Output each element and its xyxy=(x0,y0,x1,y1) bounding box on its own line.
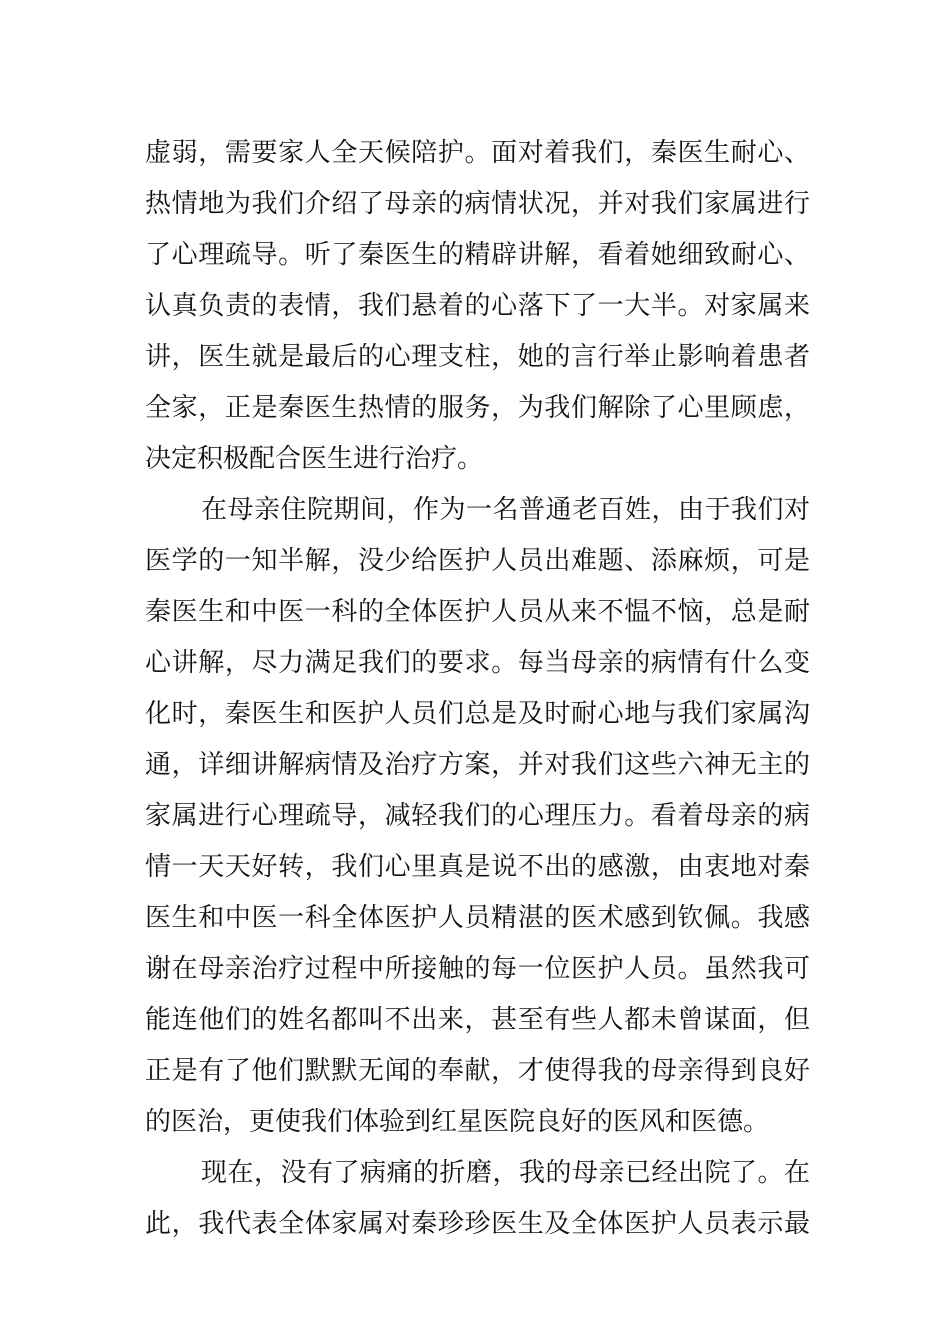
text-line: 心讲解，尽力满足我们的要求。每当母亲的病情有什么变 xyxy=(145,648,810,678)
text-line: 正是有了他们默默无闻的奉献，才使得我的母亲得到良好 xyxy=(145,1056,810,1086)
paragraph-2 xyxy=(145,485,810,1148)
document-page xyxy=(145,128,810,1250)
paragraph-3 xyxy=(145,1148,810,1250)
text-line: 秦医生和中医一科的全体医护人员从来不愠不恼，总是耐 xyxy=(145,597,810,627)
text-line: 虚弱，需要家人全天候陪护。面对着我们，秦医生耐心、 xyxy=(145,138,810,168)
text-line: 讲，医生就是最后的心理支柱，她的言行举止影响着患者 xyxy=(145,342,810,372)
text-line: 在母亲住院期间，作为一名普通老百姓，由于我们对 xyxy=(201,495,810,525)
paragraph-1 xyxy=(145,128,810,485)
text-line: 谢在母亲治疗过程中所接触的每一位医护人员。虽然我可 xyxy=(145,954,810,984)
text-line: 化时，秦医生和医护人员们总是及时耐心地与我们家属沟 xyxy=(145,699,810,729)
text-line: 通，详细讲解病情及治疗方案，并对我们这些六神无主的 xyxy=(145,750,810,780)
text-line: 能连他们的姓名都叫不出来，甚至有些人都未曾谋面，但 xyxy=(145,1005,810,1035)
text-line: 医生和中医一科全体医护人员精湛的医术感到钦佩。我感 xyxy=(145,903,810,933)
text-line: 的医治，更使我们体验到红星医院良好的医风和医德。 xyxy=(145,1107,770,1137)
text-line: 了心理疏导。听了秦医生的精辟讲解，看着她细致耐心、 xyxy=(145,240,810,270)
text-line: 医学的一知半解，没少给医护人员出难题、添麻烦，可是 xyxy=(145,546,810,576)
text-line: 情一天天好转，我们心里真是说不出的感激，由衷地对秦 xyxy=(145,852,810,882)
text-line: 家属进行心理疏导，减轻我们的心理压力。看着母亲的病 xyxy=(145,801,810,831)
text-line: 此，我代表全体家属对秦珍珍医生及全体医护人员表示最 xyxy=(145,1209,810,1239)
text-line: 决定积极配合医生进行治疗。 xyxy=(145,444,484,474)
text-line: 现在，没有了病痛的折磨，我的母亲已经出院了。在 xyxy=(201,1158,810,1188)
text-line: 热情地为我们介绍了母亲的病情状况，并对我们家属进行 xyxy=(145,189,810,219)
text-line: 认真负责的表情，我们悬着的心落下了一大半。对家属来 xyxy=(145,291,810,321)
text-line: 全家，正是秦医生热情的服务，为我们解除了心里顾虑， xyxy=(145,393,810,423)
